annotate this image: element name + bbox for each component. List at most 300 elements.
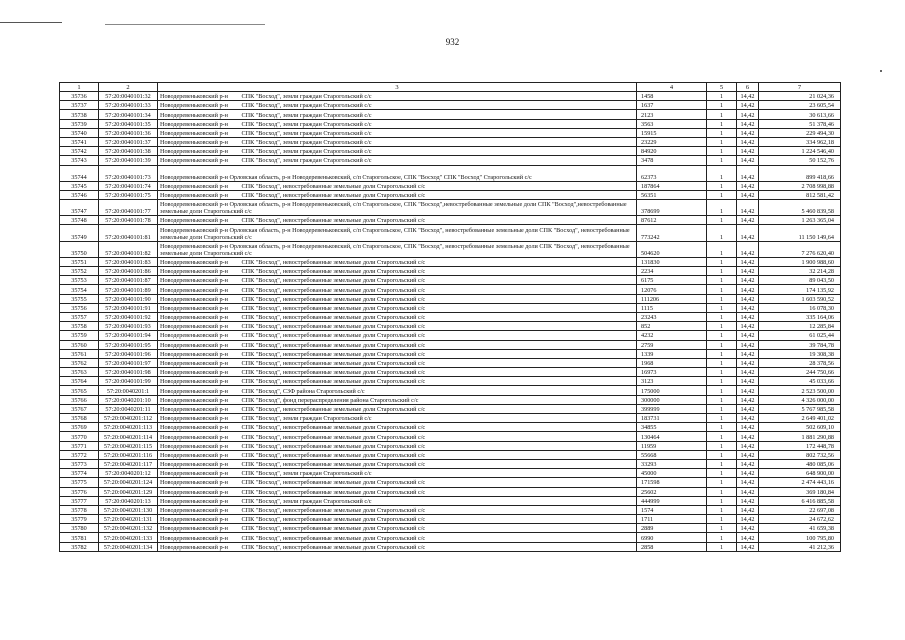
cell-rate: 14,42 xyxy=(737,110,759,119)
cell-sum: 32 214,28 xyxy=(759,267,841,276)
cell-cnt: 1 xyxy=(707,533,737,542)
cell-area: 2759 xyxy=(637,340,707,349)
table-row xyxy=(60,322,841,331)
cell-obj: СПК "Восход", земли граждан Старогольский с/с xyxy=(240,101,637,110)
cell-obj: СПК "Восход", невостребованные земельные доли Старогольский с/с xyxy=(240,257,637,266)
cell-dist: Новодеревеньковский р-н xyxy=(158,340,240,349)
cell-n: 35741 xyxy=(60,137,99,146)
cell-obj: СПК "Восход", невостребованные земельные доли Старогольский с/с xyxy=(240,267,637,276)
table-row xyxy=(60,478,841,487)
cell-obj: СПК "Восход", земли граждан Старогольский с/с xyxy=(240,128,637,137)
table-row xyxy=(60,294,841,303)
cell-dist: Новодеревеньковский р-н xyxy=(158,496,240,505)
table-row xyxy=(60,257,841,266)
cell-n: 35772 xyxy=(60,450,99,459)
cell-area: 504620 xyxy=(637,241,707,257)
cell-n: 35767 xyxy=(60,404,99,413)
cell-sum: 1 881 290,88 xyxy=(759,432,841,441)
cell-dist: Новодеревеньковский р-н xyxy=(158,156,240,165)
cell-cnt: 1 xyxy=(707,216,737,225)
table-row xyxy=(60,340,841,349)
cell-obj: СПК "Восход", невостребованные земельные доли Старогольский с/с xyxy=(240,524,637,533)
cell-n: 35782 xyxy=(60,542,99,551)
cell-rate: 14,42 xyxy=(737,285,759,294)
cell-n: 35750 xyxy=(60,241,99,257)
cell-area: 4232 xyxy=(637,331,707,340)
cell-sum: 369 180,84 xyxy=(759,487,841,496)
cell-cad: 57:20:0040101:83 xyxy=(99,257,158,266)
cell-area: 15915 xyxy=(637,128,707,137)
cell-sum: 335 164,06 xyxy=(759,312,841,321)
cell-n: 35756 xyxy=(60,303,99,312)
cell-cad: 57:20:0040101:87 xyxy=(99,276,158,285)
cell-obj: СПК "Восход", невостребованные земельные доли Старогольский с/с xyxy=(240,404,637,413)
cell-obj: СПК "Восход", невостребованные земельные доли Старогольский с/с xyxy=(240,542,637,551)
cell-obj: СПК "Восход", земли граждан Старогольский с/с xyxy=(240,469,637,478)
cell-area: 34855 xyxy=(637,423,707,432)
cell-sum: 174 135,92 xyxy=(759,285,841,294)
cell-obj: СПК "Восход", невостребованные земельные доли Старогольский с/с xyxy=(240,285,637,294)
cell-cnt: 1 xyxy=(707,414,737,423)
cell-cad: 57:20:0040101:39 xyxy=(99,156,158,165)
table-row xyxy=(60,414,841,423)
cell-dist: Новодеревеньковский р-н xyxy=(158,137,240,146)
cell-cad: 57:20:0040201:116 xyxy=(99,450,158,459)
column-header: 6 xyxy=(737,83,759,92)
cell-cad: 57:20:0040201:129 xyxy=(99,487,158,496)
cell-area: 111206 xyxy=(637,294,707,303)
table-row xyxy=(60,395,841,404)
cell-dist: Новодеревеньковский р-н xyxy=(158,147,240,156)
cell-cnt: 1 xyxy=(707,165,737,181)
cell-sum: 1 603 590,52 xyxy=(759,294,841,303)
cell-obj: СПК "Восход", невостребованные земельные доли Старогольский с/с xyxy=(240,340,637,349)
cell-n: 35737 xyxy=(60,101,99,110)
cell-n: 35739 xyxy=(60,119,99,128)
cell-dist: Новодеревеньковский р-н xyxy=(158,469,240,478)
cell-dist: Новодеревеньковский р-н xyxy=(158,441,240,450)
cell-rate: 14,42 xyxy=(737,119,759,128)
cell-n: 35770 xyxy=(60,432,99,441)
cell-rate: 14,42 xyxy=(737,423,759,432)
cell-dist: Новодеревеньковский р-н xyxy=(158,414,240,423)
column-header: 7 xyxy=(759,83,841,92)
cell-obj: СПК "Восход", невостребованные земельные доли Старогольский с/с xyxy=(240,478,637,487)
cell-dist: Новодеревеньковский р-н xyxy=(158,128,240,137)
cell-n: 35755 xyxy=(60,294,99,303)
cell-n: 35746 xyxy=(60,190,99,199)
cell-dist: Новодеревеньковский р-н xyxy=(158,358,240,367)
cell-cad: 57:20:0040201:133 xyxy=(99,533,158,542)
cell-cad: 57:20:0040201:117 xyxy=(99,459,158,468)
cell-cad: 57:20:0040201:124 xyxy=(99,478,158,487)
cell-rate: 14,42 xyxy=(737,257,759,266)
cell-sum: 244 750,66 xyxy=(759,368,841,377)
cell-dist: Новодеревеньковский р-н xyxy=(158,478,240,487)
cell-sum: 7 276 620,40 xyxy=(759,241,841,257)
table-row xyxy=(60,524,841,533)
table-row xyxy=(60,349,841,358)
table-row xyxy=(60,216,841,225)
cell-sum: 6 416 885,58 xyxy=(759,496,841,505)
cell-sum: 2 649 401,02 xyxy=(759,414,841,423)
cell-n: 35777 xyxy=(60,496,99,505)
cell-area: 773242 xyxy=(637,225,707,241)
cell-n: 35748 xyxy=(60,216,99,225)
cell-sum: 899 418,66 xyxy=(759,165,841,181)
cell-sum: 28 378,56 xyxy=(759,358,841,367)
cell-n: 35736 xyxy=(60,92,99,101)
table-row xyxy=(60,165,841,181)
table-row xyxy=(60,505,841,514)
cell-cnt: 1 xyxy=(707,181,737,190)
cell-cad: 57:20:0040201:114 xyxy=(99,432,158,441)
table-row xyxy=(60,128,841,137)
cell-obj: СПК "Восход", невостребованные земельные доли Старогольский с/с xyxy=(240,459,637,468)
cell-n: 35762 xyxy=(60,358,99,367)
cell-obj: СПК "Восход", невостребованные земельные доли Старогольский с/с xyxy=(240,533,637,542)
cell-n: 35757 xyxy=(60,312,99,321)
cell-dist: Новодеревеньковский р-н xyxy=(158,110,240,119)
cell-cnt: 1 xyxy=(707,312,737,321)
cell-rate: 14,42 xyxy=(737,276,759,285)
table-row xyxy=(60,533,841,542)
cell-cad: 57:20:0040101:81 xyxy=(99,225,158,241)
cell-rate: 14,42 xyxy=(737,441,759,450)
cell-sum: 648 900,00 xyxy=(759,469,841,478)
cell-sum: 1 263 365,04 xyxy=(759,216,841,225)
cell-area: 2858 xyxy=(637,542,707,551)
cell-cnt: 1 xyxy=(707,368,737,377)
cell-rate: 14,42 xyxy=(737,469,759,478)
cell-obj: СПК "Восход", невостребованные земельные доли Старогольский с/с xyxy=(240,322,637,331)
cell-cnt: 1 xyxy=(707,349,737,358)
cell-area: 1968 xyxy=(637,358,707,367)
table-body xyxy=(60,83,841,552)
cell-n: 35778 xyxy=(60,505,99,514)
cell-cad: 57:20:0040201:1 xyxy=(99,386,158,395)
cell-area: 3123 xyxy=(637,377,707,386)
cell-obj: СПК "Восход", невостребованные земельные доли Старогольский с/с xyxy=(240,312,637,321)
cell-cnt: 1 xyxy=(707,137,737,146)
cell-cnt: 1 xyxy=(707,377,737,386)
cell-area: 852 xyxy=(637,322,707,331)
table-row xyxy=(60,190,841,199)
cell-cnt: 1 xyxy=(707,294,737,303)
table-row xyxy=(60,147,841,156)
cell-n: 35763 xyxy=(60,368,99,377)
cell-area: 187864 xyxy=(637,181,707,190)
cell-rate: 14,42 xyxy=(737,340,759,349)
cell-n: 35768 xyxy=(60,414,99,423)
cell-obj: СПК "Восход", фонд перераспределения района Старогольский с/с xyxy=(240,395,637,404)
cell-obj: СПК "Восход", невостребованные земельные доли Старогольский с/с xyxy=(240,450,637,459)
cell-n: 35764 xyxy=(60,377,99,386)
cell-rate: 14,42 xyxy=(737,181,759,190)
cell-dist: Новодеревеньковский р-н xyxy=(158,119,240,128)
cell-area: 25602 xyxy=(637,487,707,496)
cell-area: 23243 xyxy=(637,312,707,321)
cell-area: 2889 xyxy=(637,524,707,533)
cell-area: 62373 xyxy=(637,165,707,181)
cell-area: 300000 xyxy=(637,395,707,404)
cell-cnt: 1 xyxy=(707,450,737,459)
cell-area: 1458 xyxy=(637,92,707,101)
cell-cnt: 1 xyxy=(707,128,737,137)
table-row xyxy=(60,225,841,241)
cell-sum: 4 326 000,00 xyxy=(759,395,841,404)
cell-cnt: 1 xyxy=(707,92,737,101)
cell-sum: 802 732,56 xyxy=(759,450,841,459)
cell-n: 35740 xyxy=(60,128,99,137)
cell-area: 33293 xyxy=(637,459,707,468)
cell-sum: 5 767 985,58 xyxy=(759,404,841,413)
cell-sum: 12 285,84 xyxy=(759,322,841,331)
column-header: 4 xyxy=(637,83,707,92)
cell-rate: 14,42 xyxy=(737,303,759,312)
cell-obj: СПК "Восход", земли граждан Старогольский с/с xyxy=(240,110,637,119)
cell-dist: Новодеревеньковский р-н xyxy=(158,294,240,303)
cell-dist: Новодеревеньковский р-н xyxy=(158,377,240,386)
scan-mark-left xyxy=(0,22,62,23)
cell-cad: 57:20:0040101:33 xyxy=(99,101,158,110)
cell-rate: 14,42 xyxy=(737,322,759,331)
cell-rate: 14,42 xyxy=(737,533,759,542)
cell-cnt: 1 xyxy=(707,101,737,110)
cell-n: 35738 xyxy=(60,110,99,119)
cell-rate: 14,42 xyxy=(737,487,759,496)
cell-area: 84920 xyxy=(637,147,707,156)
cell-n: 35776 xyxy=(60,487,99,496)
cell-dist: Новодеревеньковский р-н xyxy=(158,432,240,441)
cell-cnt: 1 xyxy=(707,331,737,340)
cell-obj: СПК "Восход", невостребованные земельные доли Старогольский с/с xyxy=(240,181,637,190)
table-row xyxy=(60,432,841,441)
table-row xyxy=(60,110,841,119)
cell-n: 35745 xyxy=(60,181,99,190)
cell-sum: 334 962,18 xyxy=(759,137,841,146)
cell-cnt: 1 xyxy=(707,190,737,199)
cell-dist: Новодеревеньковский р-н xyxy=(158,404,240,413)
table-row xyxy=(60,358,841,367)
cell-cad: 57:20:0040201:115 xyxy=(99,441,158,450)
cell-n: 35749 xyxy=(60,225,99,241)
cell-area: 183731 xyxy=(637,414,707,423)
cell-n: 35780 xyxy=(60,524,99,533)
cell-obj: СПК "Восход", невостребованные земельные доли Старогольский с/с xyxy=(240,505,637,514)
cell-obj: СПК "Восход", невостребованные земельные доли Старогольский с/с xyxy=(240,487,637,496)
cell-cnt: 1 xyxy=(707,478,737,487)
cell-sum: 502 609,10 xyxy=(759,423,841,432)
cell-sum: 2 708 998,88 xyxy=(759,181,841,190)
cell-obj: СПК "Восход", невостребованные земельные доли Старогольский с/с xyxy=(240,423,637,432)
cell-rate: 14,42 xyxy=(737,358,759,367)
cell-n: 35765 xyxy=(60,386,99,395)
cell-area: 1339 xyxy=(637,349,707,358)
cell-cad: 57:20:0040101:77 xyxy=(99,200,158,216)
cell-cnt: 1 xyxy=(707,257,737,266)
land-registry-table xyxy=(59,82,841,552)
cell-rate: 14,42 xyxy=(737,294,759,303)
cell-obj: СПК "Восход", невостребованные земельные доли Старогольский с/с xyxy=(240,441,637,450)
cell-cad: 57:20:0040101:90 xyxy=(99,294,158,303)
cell-rate: 14,42 xyxy=(737,92,759,101)
cell-area: 1637 xyxy=(637,101,707,110)
cell-obj: СПК "Восход", земли граждан Старогольский с/с xyxy=(240,414,637,423)
cell-obj: СПК "Восход", невостребованные земельные доли Старогольский с/с xyxy=(240,294,637,303)
cell-area: 11959 xyxy=(637,441,707,450)
cell-cad: 57:20:0040101:94 xyxy=(99,331,158,340)
table-row xyxy=(60,487,841,496)
cell-n: 35761 xyxy=(60,349,99,358)
cell-area: 12076 xyxy=(637,285,707,294)
cell-sum: 89 043,50 xyxy=(759,276,841,285)
cell-n: 35781 xyxy=(60,533,99,542)
cell-rate: 14,42 xyxy=(737,368,759,377)
cell-rate: 14,42 xyxy=(737,478,759,487)
column-header: 5 xyxy=(707,83,737,92)
cell-sum: 812 581,42 xyxy=(759,190,841,199)
cell-rate: 14,42 xyxy=(737,377,759,386)
scan-mark-middle xyxy=(105,24,265,25)
cell-cnt: 1 xyxy=(707,524,737,533)
cell-cnt: 1 xyxy=(707,276,737,285)
cell-dist: Новодеревеньковский р-н xyxy=(158,349,240,358)
cell-rate: 14,42 xyxy=(737,267,759,276)
cell-n: 35779 xyxy=(60,515,99,524)
cell-dist: Новодеревеньковский р-н xyxy=(158,285,240,294)
cell-dist: Новодеревеньковский р-н xyxy=(158,459,240,468)
cell-cnt: 1 xyxy=(707,432,737,441)
table-row xyxy=(60,92,841,101)
cell-area: 3563 xyxy=(637,119,707,128)
table-row xyxy=(60,423,841,432)
cell-cad: 57:20:0040101:98 xyxy=(99,368,158,377)
cell-cad: 57:20:0040101:73 xyxy=(99,165,158,181)
cell-rate: 14,42 xyxy=(737,505,759,514)
cell-area: 1711 xyxy=(637,515,707,524)
cell-dist: Новодеревеньковский р-н xyxy=(158,515,240,524)
cell-cad: 57:20:0040101:93 xyxy=(99,322,158,331)
cell-rate: 14,42 xyxy=(737,128,759,137)
cell-obj: СПК "Восход", невостребованные земельные доли Старогольский с/с xyxy=(240,368,637,377)
cell-area: 55668 xyxy=(637,450,707,459)
cell-cnt: 1 xyxy=(707,340,737,349)
cell-sum: 61 025,44 xyxy=(759,331,841,340)
cell-rate: 14,42 xyxy=(737,156,759,165)
cell-cad: 57:20:0040201:132 xyxy=(99,524,158,533)
cell-rate: 14,42 xyxy=(737,404,759,413)
table-row xyxy=(60,312,841,321)
cell-rate: 14,42 xyxy=(737,414,759,423)
cell-cnt: 1 xyxy=(707,542,737,551)
cell-cnt: 1 xyxy=(707,285,737,294)
cell-cnt: 1 xyxy=(707,200,737,216)
cell-cad: 57:20:0040101:89 xyxy=(99,285,158,294)
cell-cad: 57:20:0040101:99 xyxy=(99,377,158,386)
cell-obj: СПК "Восход", невостребованные земельные доли Старогольский с/с xyxy=(240,216,637,225)
cell-rate: 14,42 xyxy=(737,450,759,459)
cell-cad: 57:20:0040101:78 xyxy=(99,216,158,225)
cell-sum: 41 659,38 xyxy=(759,524,841,533)
table-row xyxy=(60,181,841,190)
table-row xyxy=(60,377,841,386)
cell-cnt: 1 xyxy=(707,147,737,156)
cell-dist: Новодеревеньковский р-н xyxy=(158,101,240,110)
cell-dist: Новодеревеньковский р-н xyxy=(158,276,240,285)
table-row xyxy=(60,450,841,459)
column-header: 2 xyxy=(99,83,158,92)
cell-area: 444999 xyxy=(637,496,707,505)
cell-sum: 23 605,54 xyxy=(759,101,841,110)
cell-cad: 57:20:0040201:13 xyxy=(99,496,158,505)
cell-sum: 1 900 988,60 xyxy=(759,257,841,266)
cell-full: Новодеревеньковский р-н Орловская область, р-н Новодеревеньковский, с/п Старогольское, СПК "Восход", невостребованные земельные доли СПК "Восход", невостребованные земельные доли Старогольский с/с xyxy=(158,241,637,257)
cell-area: 1574 xyxy=(637,505,707,514)
cell-dist: Новодеревеньковский р-н xyxy=(158,423,240,432)
cell-n: 35774 xyxy=(60,469,99,478)
cell-cnt: 1 xyxy=(707,423,737,432)
cell-obj: СПК "Восход", СЗФ района Старогольский с/с xyxy=(240,386,637,395)
cell-cnt: 1 xyxy=(707,386,737,395)
cell-dist: Новодеревеньковский р-н xyxy=(158,542,240,551)
cell-cnt: 1 xyxy=(707,225,737,241)
table-row xyxy=(60,368,841,377)
cell-cnt: 1 xyxy=(707,469,737,478)
cell-sum: 39 784,78 xyxy=(759,340,841,349)
cell-rate: 14,42 xyxy=(737,137,759,146)
cell-cad: 57:20:0040201:12 xyxy=(99,469,158,478)
cell-rate: 14,42 xyxy=(737,496,759,505)
cell-cnt: 1 xyxy=(707,515,737,524)
table-row xyxy=(60,542,841,551)
cell-area: 23229 xyxy=(637,137,707,146)
cell-cnt: 1 xyxy=(707,267,737,276)
cell-area: 56351 xyxy=(637,190,707,199)
cell-rate: 14,42 xyxy=(737,386,759,395)
cell-dist: Новодеревеньковский р-н xyxy=(158,368,240,377)
cell-sum: 22 697,08 xyxy=(759,505,841,514)
cell-sum: 45 033,66 xyxy=(759,377,841,386)
cell-cnt: 1 xyxy=(707,322,737,331)
cell-obj: СПК "Восход", земли граждан Старогольский с/с xyxy=(240,92,637,101)
cell-dist: Новодеревеньковский р-н xyxy=(158,505,240,514)
cell-cad: 57:20:0040101:36 xyxy=(99,128,158,137)
cell-rate: 14,42 xyxy=(737,524,759,533)
cell-sum: 51 378,46 xyxy=(759,119,841,128)
table-row xyxy=(60,515,841,524)
cell-full: Новодеревеньковский р-н Орловская область, р-н Новодеревеньковский, с/п Старогольское, СПК "Восход", невостребованные земельные доли СПК "Восход", невостребованные земельные доли Старогольский с/с xyxy=(158,225,637,241)
cell-dist: Новодеревеньковский р-н xyxy=(158,322,240,331)
table-row xyxy=(60,404,841,413)
cell-rate: 14,42 xyxy=(737,432,759,441)
cell-sum: 19 308,38 xyxy=(759,349,841,358)
cell-rate: 14,42 xyxy=(737,147,759,156)
cell-sum: 100 795,80 xyxy=(759,533,841,542)
table-row xyxy=(60,137,841,146)
cell-cad: 57:20:0040101:91 xyxy=(99,303,158,312)
cell-area: 131830 xyxy=(637,257,707,266)
cell-cad: 57:20:0040101:82 xyxy=(99,241,158,257)
cell-obj: СПК "Восход", невостребованные земельные доли Старогольский с/с xyxy=(240,515,637,524)
cell-cad: 57:20:0040101:74 xyxy=(99,181,158,190)
cell-cnt: 1 xyxy=(707,441,737,450)
cell-n: 35771 xyxy=(60,441,99,450)
cell-sum: 2 474 443,16 xyxy=(759,478,841,487)
cell-obj: СПК "Восход", земли граждан Старогольский с/с xyxy=(240,156,637,165)
table-row xyxy=(60,101,841,110)
cell-area: 2234 xyxy=(637,267,707,276)
